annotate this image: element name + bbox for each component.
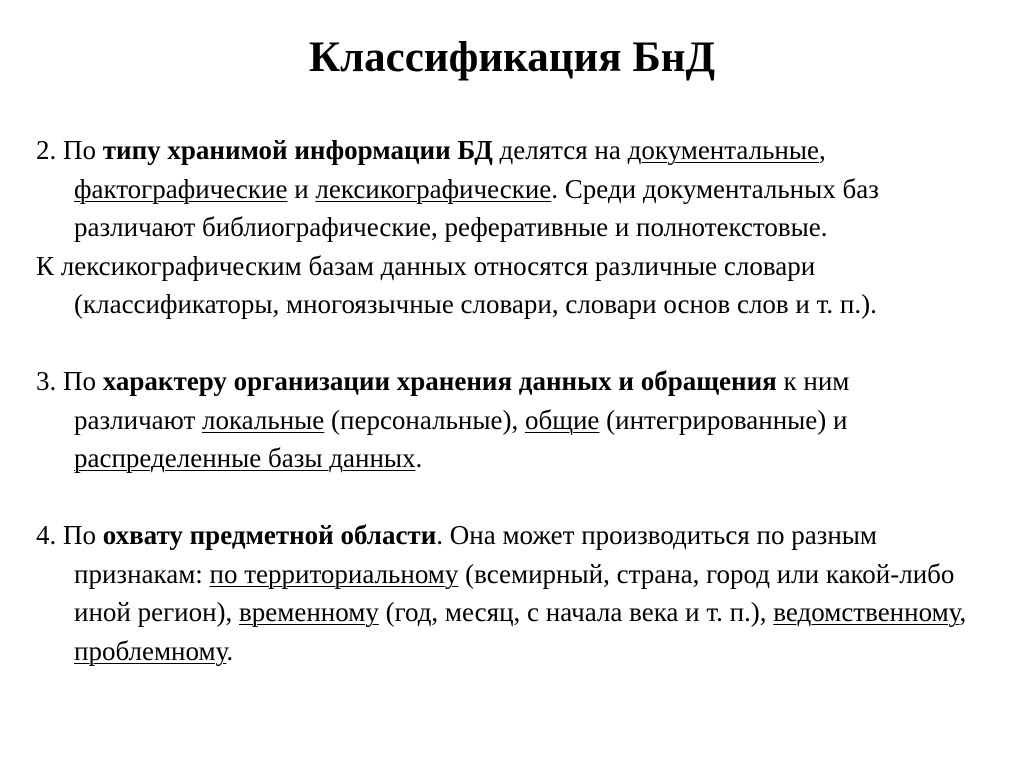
text-run: 2. По — [36, 135, 103, 165]
spacer — [36, 324, 976, 363]
underlined-term: временному — [239, 597, 379, 627]
text-run: (персональные), — [324, 404, 525, 435]
paragraph-storage-type — [36, 131, 976, 247]
underlined-term: распределенные базы данных — [74, 443, 416, 473]
text-run: (всемирный, страна, город или какой-либо иной регион), — [74, 558, 955, 627]
bold-term: характеру организации хранения данных и обращения — [102, 366, 777, 396]
text-run: . Среди документальных баз различают библиографические, реферативные и полнотекстовые. — [74, 173, 879, 242]
underlined-term: общие — [524, 404, 600, 435]
bold-term: типу хранимой информации БД — [102, 135, 493, 165]
slide-title: Классификация БнД — [308, 34, 716, 81]
text-run: и — [287, 173, 316, 204]
underlined-term: ведомственному — [773, 597, 960, 627]
paragraph-subject-coverage — [36, 516, 976, 670]
text-run: (интегрированные) и — [599, 404, 848, 435]
slide-content — [36, 131, 976, 670]
underlined-term: документальные — [627, 135, 819, 165]
text-run: . — [415, 443, 423, 473]
underlined-term: локальные — [202, 404, 325, 435]
underlined-term: фактографические — [74, 173, 288, 204]
underlined-term: по территориальному — [209, 558, 459, 589]
underlined-term: проблемному — [74, 635, 227, 666]
text-run: делятся на — [492, 135, 628, 165]
text-run: , — [959, 597, 967, 627]
text-run: к ним различают — [74, 366, 850, 435]
spacer — [36, 478, 976, 517]
underlined-term: лексикографические — [315, 173, 552, 204]
paragraph-lexicographic: К лексикографическим базам данных относятся различные словари (классификаторы, многоязычные словари, словари основ слов и т. п.). — [36, 250, 877, 319]
text-run: , — [818, 135, 826, 165]
text-run: 3. По — [36, 366, 103, 396]
text-run: 4. По — [36, 520, 103, 550]
paragraph-organization — [36, 362, 976, 478]
text-run: . Она может производиться по разным признакам: — [74, 520, 878, 589]
text-run: (год, месяц, с начала века и т. п.), — [378, 597, 774, 627]
text-run: . — [226, 635, 234, 666]
bold-term: охвату предметной области — [102, 520, 437, 550]
